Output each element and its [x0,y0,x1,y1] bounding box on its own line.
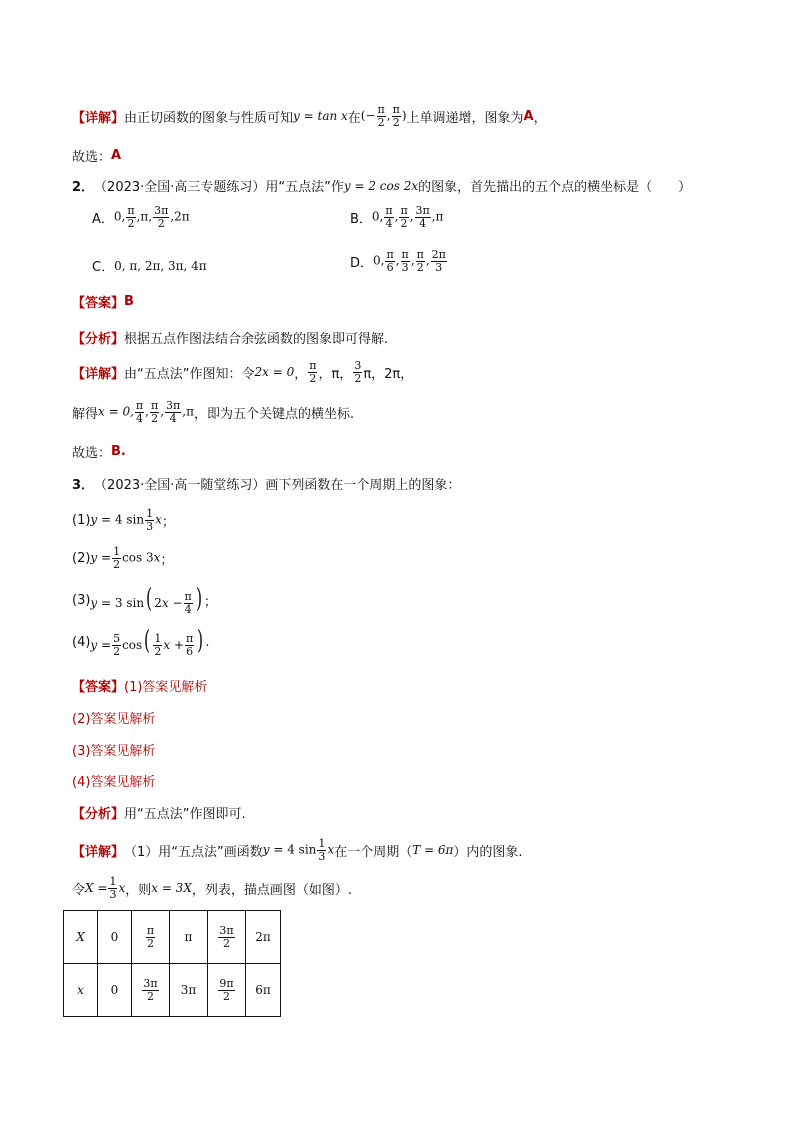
detail-text: ，π， [318,366,353,382]
detail-text: 在 [347,110,361,126]
option-value: 0, $\frac{\pi}{4}$ , $\frac{\pi}{2}$ , $\frac{3\pi}{4}$ ,π [371,204,444,230]
punctuation: ； [203,595,217,611]
table-cell: 3π [170,964,208,1017]
answer-item-4: (4)答案见解析 [72,775,156,790]
option-label: B． [350,211,372,227]
question-source: （2023·全国·高三专题练习） [94,180,266,195]
table-cell: 6π [246,964,281,1017]
table-header-cell: X [64,911,98,964]
detail-text: 由正切函数的图象与性质可知 [124,110,294,126]
analysis-text: 用“五点法”作图即可. [124,807,246,822]
let-text: ，则 [125,882,152,898]
question-number: 2． [72,180,95,195]
item-2 [72,546,173,570]
item-4 [72,628,210,658]
question-text: 用“五点法”作 [265,180,344,195]
item-number: (3) [72,593,91,609]
table-cell: 0 [98,911,132,964]
answer-tag: 【答案】 [72,296,125,311]
let-label: 令 [72,882,86,898]
option-b[interactable] [350,205,443,229]
item-formula: y = 4 sin $\frac{1}{3}$ x [90,507,162,533]
period-formula: T = 6π [412,843,454,858]
table-cell: 0 [98,964,132,1017]
question-source: （2023·全国·高一随堂练习） [94,478,266,493]
option-value: 0, $\frac{\pi}{2}$ ,π, $\frac{3\pi}{2}$ ,2π [113,204,190,230]
question-3 [72,474,460,493]
question-number: 3． [72,478,95,493]
question-2 [72,176,691,195]
choose-label: 故选： [72,150,112,165]
answer-value: B [124,294,134,309]
detail-formula: y = 4 sin $\frac{1}{3}$ x [262,837,335,863]
analysis-line-q2 [72,328,388,347]
answer-item-1: (1)答案见解析 [124,680,208,695]
detail-text: π，2π， [363,366,414,382]
table-cell: $\frac{9\pi}{2}$ [208,964,246,1017]
option-a[interactable] [92,205,190,229]
punctuation: ， [294,366,308,382]
item-number: (4) [72,635,91,651]
option-value: 0, $\frac{\pi}{6}$ , $\frac{\pi}{3}$ , $\frac{\pi}{2}$ , $\frac{2\pi}{3}$ [373,248,446,274]
detail-text: （1）用“五点法”画函数 [124,844,263,860]
table-cell: $\frac{3\pi}{2}$ [132,964,170,1017]
detail-tag: 【详解】 [72,366,125,382]
detail-line-q1 [72,104,547,128]
fraction: $\frac{\pi}{2}$ [309,359,317,385]
let-var: X = [85,881,108,896]
item-formula: y = $\frac{5}{2}$ cos( $\frac{1}{2}$ x + $\frac{\pi}{6}$ ) [90,626,204,658]
detail-line-q3 [72,838,523,862]
analysis-line-q3 [72,803,246,822]
choose-line-q1 [72,146,121,165]
solve-formula: x = 0, $\frac{\pi}{4}$ , $\frac{\pi}{2}$ , $\frac{3\pi}{4}$ ,π [98,399,194,425]
solve-line-q2 [72,400,354,424]
table-cell: $\frac{3\pi}{2}$ [208,911,246,964]
fraction: $\frac{1}{3}$ [109,875,117,901]
detail-text: 上单调递增，图象为 [406,110,524,126]
detail-tag: 【详解】 [72,844,125,860]
option-label: D． [350,255,374,271]
answer-line-q3 [72,676,207,695]
table-cell: 2π [246,911,281,964]
option-label: C． [92,260,115,275]
choose-line-q2 [72,442,126,461]
punctuation: ， [533,110,547,126]
analysis-tag: 【分析】 [72,807,125,822]
answer-line-q2 [72,292,134,311]
option-value: 0, π, 2π, 3π, 4π [114,258,207,273]
analysis-text: 根据五点作图法结合余弦函数的图象即可得解. [124,332,389,347]
let-text: ，列表，描点画图（如图）. [191,882,353,898]
punctuation: ； [160,552,174,568]
detail-tag: 【详解】 [72,110,125,126]
answer-tag: 【答案】 [72,680,125,695]
answer-item-3: (3)答案见解析 [72,744,156,759]
let-line-q3: 令 X = $\frac{1}{3}$ x ，则 x = 3X ，列表，描点画图（如图）. [72,875,353,901]
item-number: (1) [72,512,91,528]
formula: 2x = 0 [254,365,295,380]
detail-text: ）内的图象. [453,844,523,860]
option-d[interactable] [350,249,448,273]
option-label: A． [92,211,114,227]
table-header-cell: x [64,964,98,1017]
table-cell: $\frac{\pi}{2}$ [132,911,170,964]
formula-tan: y = tan x [293,109,348,124]
table-row [64,964,281,1017]
values-table [63,910,281,1017]
question-text: 画下列函数在一个周期上的图象： [265,478,461,493]
punctuation: ； [161,514,175,530]
table-cell: π [170,911,208,964]
item-formula: y = $\frac{1}{2}$ cos 3x [90,545,161,571]
punctuation: . [205,635,210,651]
item-formula: y = 3 sin( 2x − $\frac{\pi}{4}$ ) [90,584,202,616]
item-number: (2) [72,550,91,566]
choose-answer: B. [111,444,126,459]
detail-text: 由“五点法”作图知：令 [124,366,255,382]
item-3 [72,586,217,616]
answer-letter: A [523,108,534,124]
let-formula: x = 3X [151,881,192,896]
solve-text: ，即为五个关键点的横坐标. [193,406,355,422]
choose-label: 故选： [72,446,112,461]
detail-line-q2 [72,360,413,384]
interval: (− $\frac{\pi}{2}$ , $\frac{\pi}{2}$ ) [360,103,407,129]
table-row [64,911,281,964]
item-1 [72,508,175,532]
answer-item-2: (2)答案见解析 [72,712,156,727]
detail-text: 在一个周期（ [334,844,413,860]
fraction: $\frac{3}{2}$ [354,359,362,385]
solve-label: 解得 [72,406,99,422]
analysis-tag: 【分析】 [72,332,125,347]
option-c[interactable] [92,256,207,275]
choose-answer: A [111,148,122,163]
question-text: 的图象，首先描出的五个点的横坐标是（ ） [418,180,692,195]
formula-cos: y = 2 cos 2x [343,178,419,193]
